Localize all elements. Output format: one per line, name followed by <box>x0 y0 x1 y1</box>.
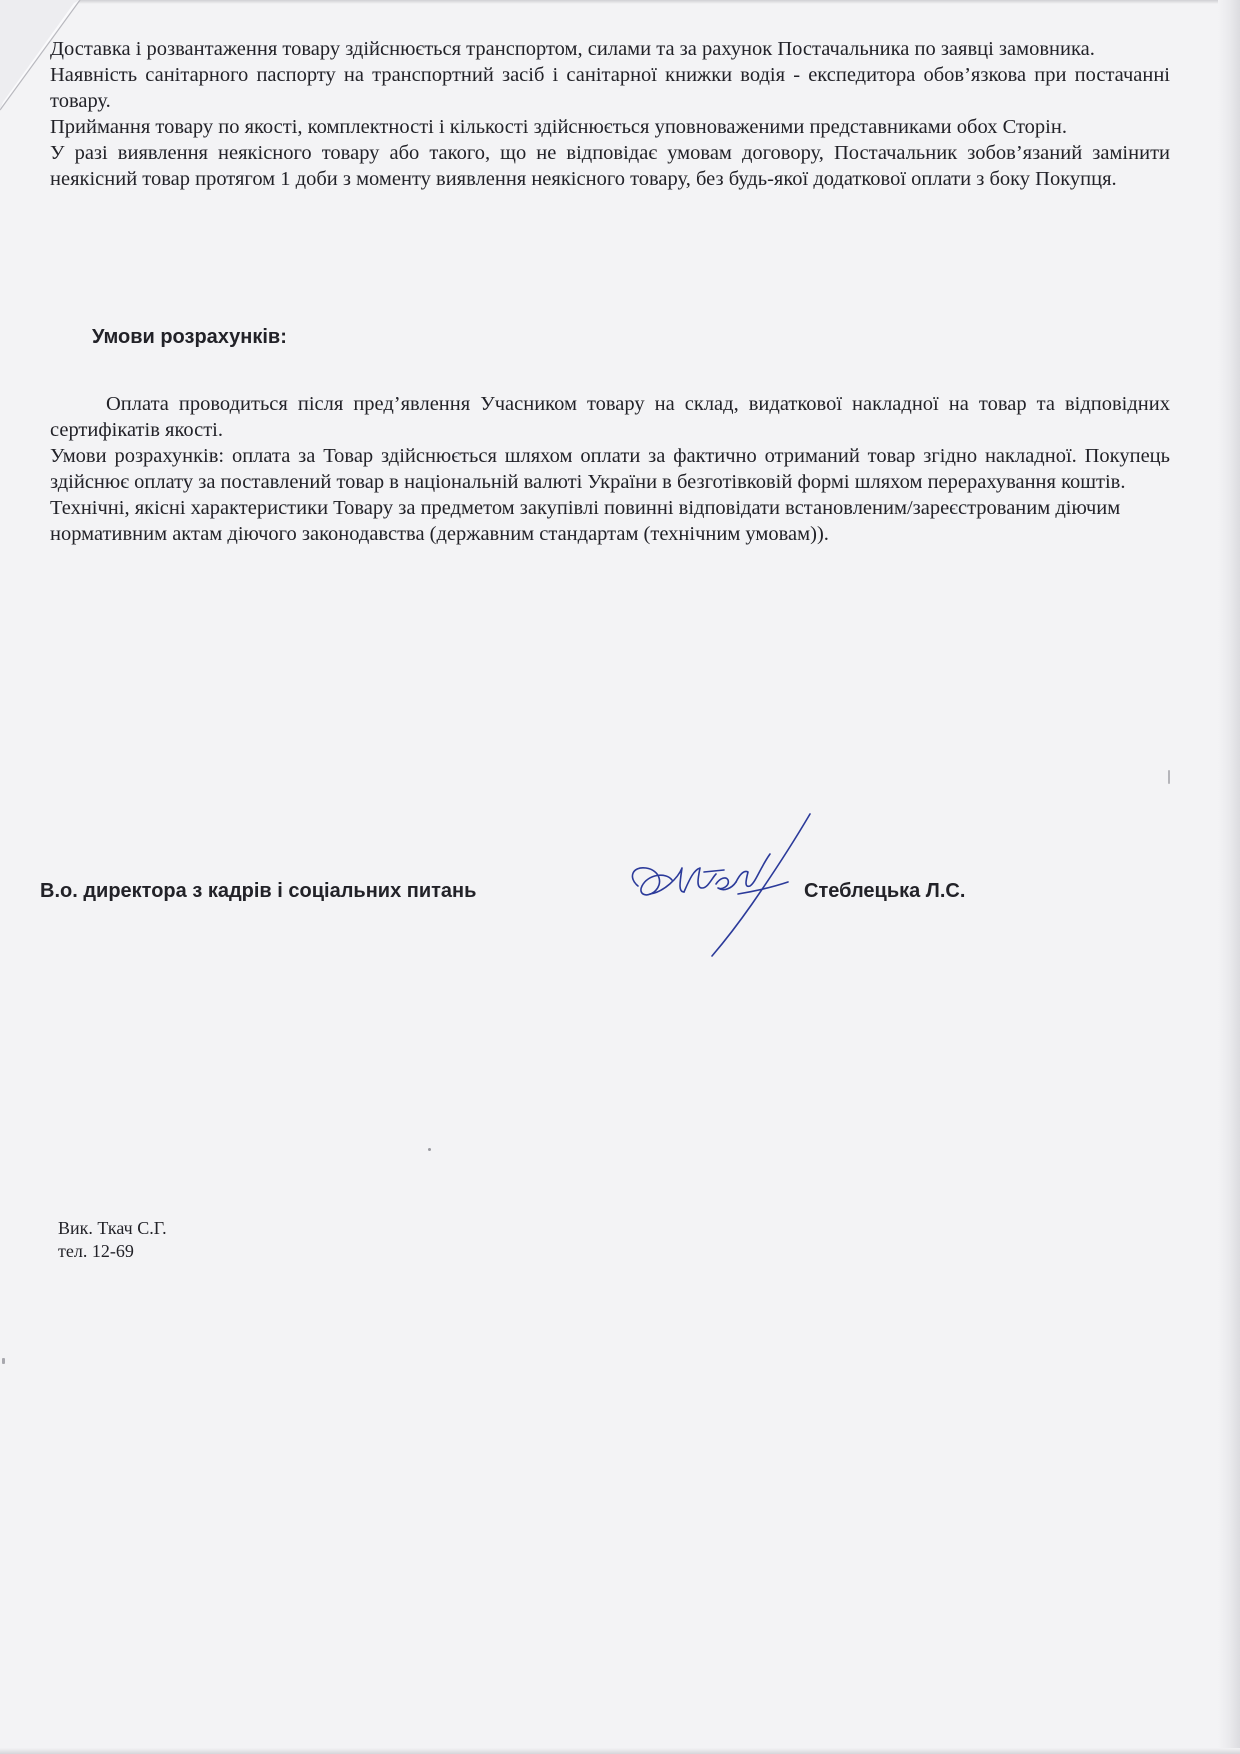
paragraph-delivery: Доставка і розвантаження товару здійснюється транспортом, силами та за рахунок Постачальника по заявці замовника. <box>50 38 1095 60</box>
scan-top-edge <box>0 0 1240 4</box>
paragraph-acceptance: Приймання товару по якості, комплектності і кількості здійснюється уповноваженими представниками обох Сторін. <box>50 116 1067 138</box>
signatory-name: Стеблецька Л.С. <box>804 880 966 902</box>
delivery-terms-section <box>50 36 1170 192</box>
scan-speck <box>1168 770 1170 784</box>
signature-block <box>40 880 1190 910</box>
scan-speck <box>2 1358 5 1364</box>
scan-bottom-edge <box>0 1748 1240 1754</box>
executor-phone: тел. 12-69 <box>58 1241 134 1261</box>
paragraph-defective-goods: У разі виявлення неякісного товару або такого, що не відповідає умовам договору, Постачальник зобов’язаний замінити неякісний товар протягом 1 доби з моменту виявлення неякісного товару, без будь-якої додаткової оплати з боку Покупця. <box>50 142 1170 190</box>
paragraph-technical-characteristics: Технічні, якісні характеристики Товару за предметом закупівлі повинні відповідати встановленим/зареєстрованим діючим нормативним актам діючого законодавства (державним стандартам (технічним умовам)). <box>50 497 1121 545</box>
executor-name: Вик. Ткач С.Г. <box>58 1218 167 1238</box>
signatory-position: В.о. директора з кадрів і соціальних питань <box>40 880 477 902</box>
payment-terms-heading: Умови розрахунків: <box>92 326 287 348</box>
paragraph-payment-after-delivery: Оплата проводиться після пред’явлення Учасником товару на склад, видаткової накладної на товар та відповідних сертифікатів якості. <box>50 393 1170 441</box>
payment-terms-section <box>50 391 1170 547</box>
scan-right-edge <box>1218 0 1240 1754</box>
paragraph-sanitary-passport: Наявність санітарного паспорту на транспортний засіб і санітарної книжки водія - експедитора обов’язкова при постачанні товару. <box>50 64 1170 112</box>
paragraph-payment-conditions: Умови розрахунків: оплата за Товар здійснюється шляхом оплати за фактично отриманий товар згідно накладної. Покупець здійснює оплату за поставлений товар в національній валюті України в безготівковій формі шляхом перерахування коштів. <box>50 445 1170 493</box>
executor-footer <box>58 1217 167 1263</box>
scan-speck <box>428 1148 431 1151</box>
